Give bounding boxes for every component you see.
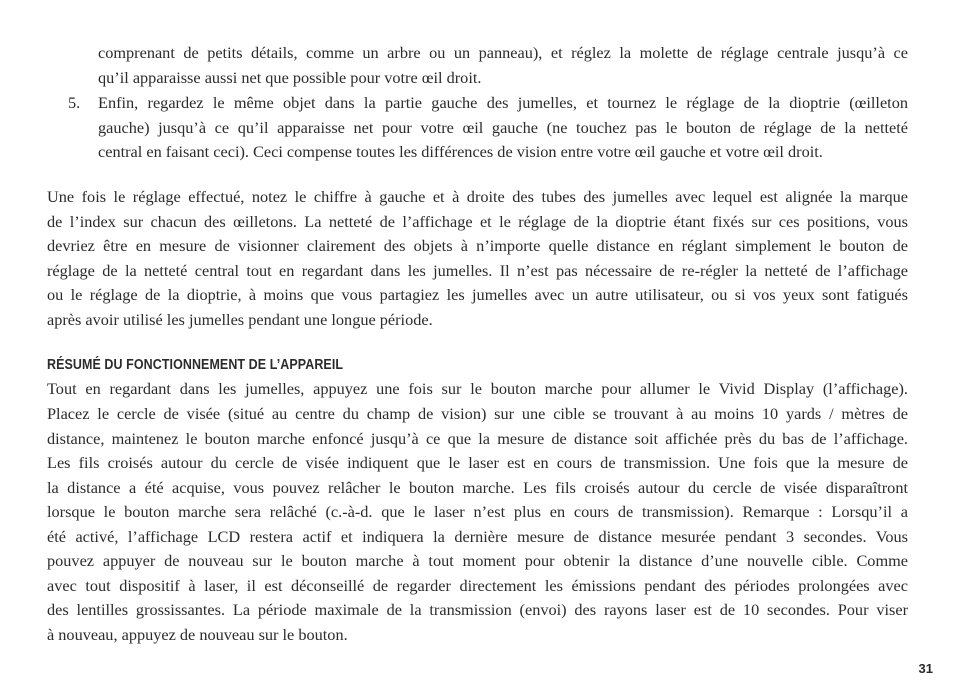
paragraph1-line-6: après avoir utilisé les jumelles pendant une longue période. xyxy=(47,310,433,329)
paragraph2-line-11: à nouveau, appuyez de nouveau sur le bouton. xyxy=(47,625,348,644)
page-number: 31 xyxy=(918,661,933,676)
item5-line-3: central en faisant ceci). Ceci compense toutes les différences de vision entre votre œil gauche et votre œil droit. xyxy=(98,142,823,161)
paragraph2-line-8: pouvez appuyer de nouveau sur le bouton marche à tout moment pour obtenir la distance d’une nouvelle cible. Comme xyxy=(47,551,908,570)
paragraph1-line-3: devriez être en mesure de visionner clairement des objets à n’importe quelle distance en réglant simplement le bouton de xyxy=(47,236,908,255)
paragraph2-line-10: des lentilles grossissantes. La période maximale de la transmission (envoi) des rayons laser est de 10 secondes. Pour viser xyxy=(47,600,908,619)
item4-line-2: qu’il apparaisse aussi net que possible pour votre œil droit. xyxy=(98,68,482,87)
paragraph2-line-9: avec tout dispositif à laser, il est déconseillé de regarder directement les émissions pendant des périodes prolongées avec xyxy=(47,576,908,595)
paragraph1-line-2: de l’index sur chacun des œilletons. La netteté de l’affichage et le réglage de la dioptrie étant fixés sur ces positions, vous xyxy=(47,212,908,231)
paragraph1-line-5: ou le réglage de la dioptrie, à moins que vous partagiez les jumelles avec un autre utilisateur, ou si vos yeux sont fatigués xyxy=(47,285,908,304)
paragraph2-line-5: la distance a été acquise, vous pouvez relâcher le bouton marche. Les fils croisés autour du cercle de visée disparaîtront xyxy=(47,478,908,497)
paragraph2-line-4: Les fils croisés autour du cercle de visée indiquent que le laser est en cours de transmission. Une fois que la mesure de xyxy=(47,453,908,472)
paragraph2-line-7: été activé, l’affichage LCD restera actif et indiquera la dernière mesure de distance mesurée pendant 3 secondes. Vous xyxy=(47,527,908,546)
paragraph2-line-2: Placez le cercle de visée (situé au centre du champ de vision) sur une cible se trouvant à au moins 10 yards / mètres de xyxy=(47,404,908,423)
list-item-number-5: 5. xyxy=(68,93,81,112)
paragraph2-line-3: distance, maintenez le bouton marche enfoncé jusqu’à ce que la mesure de distance soit affichée près du bas de l’affichage. xyxy=(47,429,908,448)
item4-line-1: comprenant de petits détails, comme un arbre ou un panneau), et réglez la molette de réglage centrale jusqu’à ce xyxy=(98,43,908,62)
paragraph2-line-1: Tout en regardant dans les jumelles, appuyez une fois sur le bouton marche pour allumer le Vivid Display (l’affichage). xyxy=(47,379,908,398)
item5-line-2: gauche) jusqu’à ce qu’il apparaisse net pour votre œil gauche (ne touchez pas le bouton de réglage de la netteté xyxy=(98,118,908,137)
item5-line-1: Enfin, regardez le même objet dans la partie gauche des jumelles, et tournez le réglage de la dioptrie (œilleton xyxy=(98,93,908,112)
paragraph2-line-6: lorsque le bouton marche sera relâché (c.-à-d. que le laser n’est plus en cours de transmission). Remarque : Lorsqu’il a xyxy=(47,502,908,521)
paragraph1-line-4: réglage de la netteté central tout en regardant dans les jumelles. Il n’est pas nécessaire de re-régler la netteté de l’affichage xyxy=(47,261,908,280)
section-heading: RÉSUMÉ DU FONCTIONNEMENT DE L’APPAREIL xyxy=(47,357,344,373)
paragraph1-line-1: Une fois le réglage effectué, notez le chiffre à gauche et à droite des tubes des jumelles avec lequel est alignée la marque xyxy=(47,187,908,206)
